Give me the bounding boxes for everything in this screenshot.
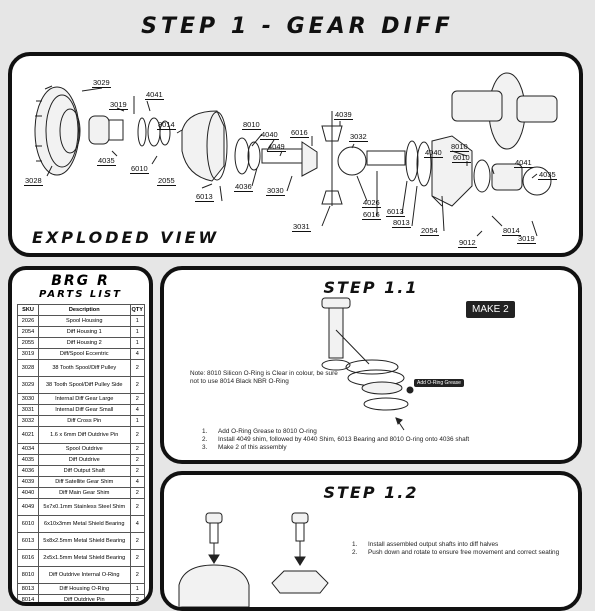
description-cell: Diff Housing 2 [39, 338, 131, 349]
part-label: 3019 [110, 100, 127, 109]
qty-cell: 1 [130, 584, 145, 595]
qty-cell: 1 [130, 316, 145, 327]
sku-cell: 4021 [18, 427, 39, 444]
sku-cell: 8014 [18, 595, 39, 606]
qty-cell: 2 [130, 427, 145, 444]
part-label: 4040 [261, 130, 278, 139]
sku-cell: 4036 [18, 466, 39, 477]
description-cell: 38 Tooth Spool/Diff Pulley Side [39, 377, 131, 394]
description-cell: 5x8x2.5mm Metal Shield Bearing [39, 533, 131, 550]
description-cell: Diff Output Shaft [39, 466, 131, 477]
qty-cell: 2 [130, 455, 145, 466]
part-label: 4039 [335, 110, 352, 119]
description-cell: Diff Housing 1 [39, 327, 131, 338]
exploded-view-panel [8, 52, 583, 257]
table-row [18, 427, 145, 444]
sku-cell: 3031 [18, 405, 39, 416]
table-row [18, 516, 145, 533]
table-row [18, 444, 145, 455]
sku-cell: 4035 [18, 455, 39, 466]
table-row [18, 595, 145, 606]
sku-cell: 8013 [18, 584, 39, 595]
page-title: STEP 1 - GEAR DIFF [141, 14, 454, 39]
instruction-item: 2. Push down and rotate to ensure free movement and correct seating [352, 549, 560, 556]
qty-cell: 1 [130, 327, 145, 338]
part-label: 4041 [515, 158, 532, 167]
table-row [18, 533, 145, 550]
description-cell: Spool Outdrive [39, 444, 131, 455]
part-label: 3019 [518, 234, 535, 243]
part-label: 8010 [451, 142, 468, 151]
part-label: 6013 [196, 192, 213, 201]
sku-cell: 4049 [18, 499, 39, 516]
part-label: 6010 [453, 153, 470, 162]
part-label: 6016 [363, 210, 380, 219]
parts-table-body [18, 316, 145, 606]
qty-cell: 2 [130, 377, 145, 394]
part-label: 3030 [267, 186, 284, 195]
instruction-item: 1. Install assembled output shafts into diff halves [352, 541, 499, 548]
step-1-2-title: STEP 1.2 [323, 483, 419, 502]
sku-cell: 6013 [18, 533, 39, 550]
part-label: 4036 [235, 182, 252, 191]
description-cell: Diff Outdrive Pin [39, 595, 131, 606]
table-row [18, 488, 145, 499]
description-cell: Diff Cross Pin [39, 416, 131, 427]
step-1-1-panel [160, 266, 582, 464]
step-1-1-note: Note: 8010 Silicon O-Ring is Clear in colour, be sure not to use 8014 Black NBR O-Ring [190, 370, 338, 385]
part-label: 4040 [425, 148, 442, 157]
qty-cell: 2 [130, 567, 145, 584]
table-row [18, 567, 145, 584]
qty-cell: 2 [130, 533, 145, 550]
qty-cell: 4 [130, 405, 145, 416]
description-cell: 6x10x3mm Metal Shield Bearing [39, 516, 131, 533]
description-cell: Internal Diff Gear Large [39, 394, 131, 405]
table-row [18, 499, 145, 516]
instruction-item: 1. Add O-Ring Grease to 8010 O-ring [202, 428, 317, 435]
description-cell: Diff Satellite Gear Shim [39, 477, 131, 488]
sku-cell: 6016 [18, 550, 39, 567]
description-cell: Spool Housing [39, 316, 131, 327]
table-row [18, 338, 145, 349]
step-1-2-panel [160, 471, 582, 611]
part-label: 8014 [503, 226, 520, 235]
table-header-row [18, 305, 145, 316]
part-label: 2055 [158, 176, 175, 185]
qty-cell: 2 [130, 488, 145, 499]
sku-cell: 4040 [18, 488, 39, 499]
part-label: 6010 [131, 164, 148, 173]
part-label: 4035 [539, 170, 556, 179]
sku-cell: 6010 [18, 516, 39, 533]
qty-cell: 1 [130, 338, 145, 349]
table-row [18, 349, 145, 360]
table-row [18, 584, 145, 595]
table-row [18, 327, 145, 338]
table-row [18, 477, 145, 488]
part-label: 6013 [387, 207, 404, 216]
sku-cell: 2026 [18, 316, 39, 327]
part-label: 4026 [363, 198, 380, 207]
qty-cell: 2 [130, 595, 145, 606]
sku-cell: 8010 [18, 567, 39, 584]
sku-cell: 3019 [18, 349, 39, 360]
qty-cell: 4 [130, 349, 145, 360]
description-cell: 1.6 x 6mm Diff Outdrive Pin [39, 427, 131, 444]
qty-cell: 4 [130, 516, 145, 533]
qty-cell: 1 [130, 416, 145, 427]
column-header-qty: QTY [130, 305, 145, 316]
table-row [18, 466, 145, 477]
description-cell: Internal Diff Gear Small [39, 405, 131, 416]
step-1-1-instructions [202, 428, 542, 452]
table-row [18, 416, 145, 427]
part-label: 4035 [98, 156, 115, 165]
qty-cell: 4 [130, 477, 145, 488]
description-cell: Diff Outdrive Internal O-Ring [39, 567, 131, 584]
part-label: 3028 [25, 176, 42, 185]
description-cell: 38 Tooth Spool/Diff Pulley [39, 360, 131, 377]
step-1-2-instructions [352, 541, 562, 557]
sku-cell: 3030 [18, 394, 39, 405]
instruction-item: 3. Make 2 of this assembly [202, 444, 287, 451]
sku-cell: 4034 [18, 444, 39, 455]
description-cell: Diff Main Gear Shim [39, 488, 131, 499]
column-header-description: Description [39, 305, 131, 316]
qty-cell: 2 [130, 394, 145, 405]
parts-list-panel [8, 266, 153, 606]
sku-cell: 4039 [18, 477, 39, 488]
part-label: 3031 [293, 222, 310, 231]
sku-cell: 2055 [18, 338, 39, 349]
part-label: 3032 [350, 132, 367, 141]
sku-cell: 2054 [18, 327, 39, 338]
part-label: 8010 [243, 120, 260, 129]
column-header-sku: SKU [18, 305, 39, 316]
table-row [18, 360, 145, 377]
exploded-view-title: EXPLODED VIEW [32, 228, 220, 247]
part-label: 9012 [459, 238, 476, 247]
table-row [18, 316, 145, 327]
part-label: 6016 [291, 128, 308, 137]
table-row [18, 405, 145, 416]
qty-cell: 2 [130, 499, 145, 516]
table-row [18, 550, 145, 567]
sku-cell: 3032 [18, 416, 39, 427]
part-label: 4049 [268, 142, 285, 151]
instruction-item: 2. Install 4049 shim, followed by 4040 Shim, 6013 Bearing and 8010 O-ring onto 4036 shaft [202, 436, 470, 443]
step-1-1-title: STEP 1.1 [323, 278, 419, 297]
part-label: 8014 [158, 120, 175, 129]
table-row [18, 377, 145, 394]
parts-table [17, 304, 145, 606]
table-row [18, 394, 145, 405]
sku-cell: 3028 [18, 360, 39, 377]
table-row [18, 455, 145, 466]
description-cell: Diff/Spool Eccentric [39, 349, 131, 360]
qty-cell: 2 [130, 360, 145, 377]
description-cell: Diff Outdrive [39, 455, 131, 466]
parts-model-name: BRG R [51, 273, 110, 289]
sku-cell: 3029 [18, 377, 39, 394]
part-label: 8013 [393, 218, 410, 227]
part-label: 4041 [146, 90, 163, 99]
grease-callout: Add O-Ring Grease [414, 379, 464, 387]
qty-cell: 2 [130, 550, 145, 567]
parts-list-subtitle: PARTS LIST [38, 289, 123, 300]
make-count-badge: MAKE 2 [466, 301, 515, 318]
part-label: 3029 [93, 78, 110, 87]
parts-list-header [12, 274, 149, 300]
description-cell: Diff Housing O-Ring [39, 584, 131, 595]
description-cell: 5x7x0.1mm Stainless Steel Shim [39, 499, 131, 516]
description-cell: 2x5x1.5mm Metal Shield Bearing [39, 550, 131, 567]
part-label: 2054 [421, 226, 438, 235]
qty-cell: 2 [130, 444, 145, 455]
qty-cell: 2 [130, 466, 145, 477]
